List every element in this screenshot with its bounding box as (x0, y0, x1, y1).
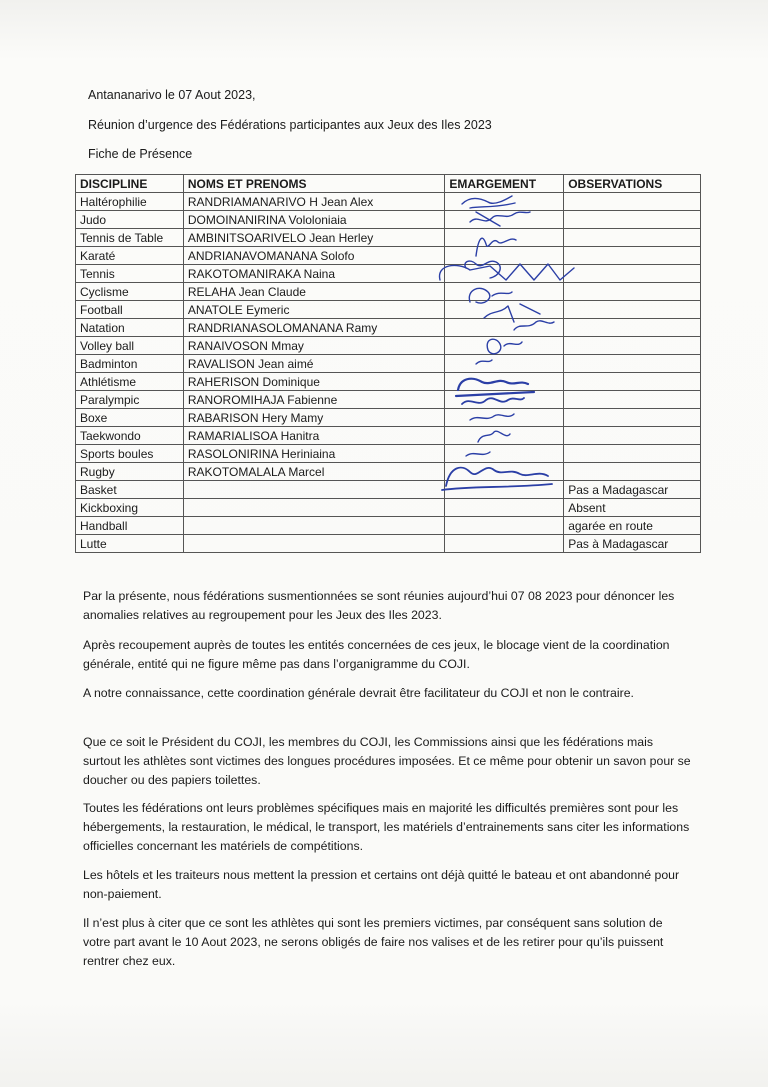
discipline-cell: Rugby (76, 463, 184, 481)
name-cell: DOMOINANIRINA Vololoniaia (183, 211, 445, 229)
place-date: Antananarivo le 07 Aout 2023, (88, 88, 256, 102)
signature-cell (445, 445, 564, 463)
header-names: NOMS ET PRENOMS (183, 175, 445, 193)
discipline-cell: Basket (76, 481, 184, 499)
observation-cell (564, 229, 701, 247)
table-row (76, 283, 701, 301)
discipline-cell: Boxe (76, 409, 184, 427)
discipline-cell: Football (76, 301, 184, 319)
table-row (76, 517, 701, 535)
table-row (76, 535, 701, 553)
meeting-title: Réunion d’urgence des Fédérations participantes aux Jeux des Iles 2023 (88, 118, 492, 132)
name-cell: RANDRIAMANARIVO H Jean Alex (183, 193, 445, 211)
observation-cell (564, 211, 701, 229)
observation-cell (564, 319, 701, 337)
signature-cell (445, 283, 564, 301)
observation-cell (564, 427, 701, 445)
name-cell: RASOLONIRINA Heriniaina (183, 445, 445, 463)
signature-cell (445, 463, 564, 481)
table-row (76, 391, 701, 409)
table-header-row (76, 175, 701, 193)
discipline-cell: Volley ball (76, 337, 184, 355)
discipline-cell: Tennis (76, 265, 184, 283)
signature-cell (445, 355, 564, 373)
signature-cell (445, 229, 564, 247)
table-row (76, 499, 701, 517)
name-cell: RAVALISON Jean aimé (183, 355, 445, 373)
signature-cell (445, 535, 564, 553)
discipline-cell: Kickboxing (76, 499, 184, 517)
name-cell: RANAIVOSON Mmay (183, 337, 445, 355)
paragraph-1: Par la présente, nous fédérations susmentionnées se sont réunies aujourd’hui 07 08 2023 pour dénoncer les anomalies relatives au regroupement pour les Jeux des Iles 2023. (83, 589, 675, 622)
signature-cell (445, 373, 564, 391)
table-row (76, 319, 701, 337)
name-cell: RANOROMIHAJA Fabienne (183, 391, 445, 409)
name-cell: RABARISON Hery Mamy (183, 409, 445, 427)
discipline-cell: Badminton (76, 355, 184, 373)
paragraph-7: Il n’est plus à citer que ce sont les athlètes qui sont les premiers victimes, par conséquent sans solution de votre part avant le 10 Aout 2023, ne serons obligés de faire nos valises et de les retirer pour qu’ils puissent rentrer chez eux. (83, 916, 664, 968)
paragraph-4: Que ce soit le Président du COJI, les membres du COJI, les Commissions ainsi que les fédérations mais surtout les athlètes sont victimes des longues procédures imposées. Et ce même pour obtenir un savon pour se doucher ou des papiers toilettes. (83, 735, 691, 787)
observation-cell: Absent (564, 499, 701, 517)
signature-cell (445, 517, 564, 535)
name-cell (183, 517, 445, 535)
table-row (76, 463, 701, 481)
discipline-cell: Cyclisme (76, 283, 184, 301)
observation-cell (564, 193, 701, 211)
signature-cell (445, 247, 564, 265)
paragraph-3: A notre connaissance, cette coordination générale devrait être facilitateur du COJI et non le contraire. (83, 686, 634, 700)
name-cell (183, 481, 445, 499)
observation-cell (564, 463, 701, 481)
discipline-cell: Tennis de Table (76, 229, 184, 247)
header-signature: EMARGEMENT (445, 175, 564, 193)
table-row (76, 445, 701, 463)
observation-cell (564, 391, 701, 409)
observation-cell (564, 283, 701, 301)
table-row (76, 427, 701, 445)
table-row (76, 301, 701, 319)
discipline-cell: Handball (76, 517, 184, 535)
paragraph-6: Les hôtels et les traiteurs nous mettent la pression et certains ont déjà quitté le bateau et ont abandonné pour non-paiement. (83, 868, 680, 901)
signature-cell (445, 409, 564, 427)
observation-cell (564, 373, 701, 391)
signature-cell (445, 265, 564, 283)
name-cell: RANDRIANASOLOMANANA Ramy (183, 319, 445, 337)
signature-cell (445, 481, 564, 499)
observation-cell: Pas à Madagascar (564, 535, 701, 553)
signature-cell (445, 211, 564, 229)
name-cell: RAKOTOMANIRAKA Naina (183, 265, 445, 283)
table-row (76, 265, 701, 283)
table-row (76, 337, 701, 355)
observation-cell (564, 337, 701, 355)
name-cell: ANATOLE Eymeric (183, 301, 445, 319)
observation-cell (564, 445, 701, 463)
header-discipline: DISCIPLINE (76, 175, 184, 193)
discipline-cell: Natation (76, 319, 184, 337)
discipline-cell: Judo (76, 211, 184, 229)
observation-cell (564, 247, 701, 265)
attendance-table (75, 174, 701, 553)
signature-cell (445, 301, 564, 319)
name-cell (183, 535, 445, 553)
table-row (76, 481, 701, 499)
observation-cell (564, 355, 701, 373)
discipline-cell: Lutte (76, 535, 184, 553)
observation-cell (564, 409, 701, 427)
observation-cell (564, 301, 701, 319)
name-cell: AMBINITSOARIVELO Jean Herley (183, 229, 445, 247)
discipline-cell: Sports boules (76, 445, 184, 463)
observation-cell: Pas a Madagascar (564, 481, 701, 499)
header-observations: OBSERVATIONS (564, 175, 701, 193)
signature-cell (445, 499, 564, 517)
table-row (76, 193, 701, 211)
name-cell: RELAHA Jean Claude (183, 283, 445, 301)
paragraph-5: Toutes les fédérations ont leurs problèmes spécifiques mais en majorité les difficultés premières sont pour les hébergements, la restauration, le médical, le transport, les matériels d’entrainements sans citer les informations officielles concernant les matériels de compétitions. (83, 801, 690, 853)
name-cell (183, 499, 445, 517)
name-cell: ANDRIANAVOMANANA Solofo (183, 247, 445, 265)
paragraph-2: Après recoupement auprès de toutes les entités concernées de ces jeux, le blocage vient de la coordination générale, entité qui ne figure même pas dans l’organigramme du COJI. (83, 638, 670, 671)
table-row (76, 355, 701, 373)
discipline-cell: Karaté (76, 247, 184, 265)
signature-cell (445, 319, 564, 337)
name-cell: RAKOTOMALALA Marcel (183, 463, 445, 481)
table-row (76, 373, 701, 391)
table-row (76, 211, 701, 229)
observation-cell: agarée en route (564, 517, 701, 535)
discipline-cell: Athlétisme (76, 373, 184, 391)
sheet-title: Fiche de Présence (88, 147, 193, 161)
observation-cell (564, 265, 701, 283)
signature-cell (445, 391, 564, 409)
discipline-cell: Taekwondo (76, 427, 184, 445)
discipline-cell: Paralympic (76, 391, 184, 409)
table-row (76, 229, 701, 247)
name-cell: RAHERISON Dominique (183, 373, 445, 391)
signature-cell (445, 337, 564, 355)
signature-cell (445, 193, 564, 211)
table-row (76, 247, 701, 265)
signature-cell (445, 427, 564, 445)
discipline-cell: Haltérophilie (76, 193, 184, 211)
name-cell: RAMARIALISOA Hanitra (183, 427, 445, 445)
table-row (76, 409, 701, 427)
